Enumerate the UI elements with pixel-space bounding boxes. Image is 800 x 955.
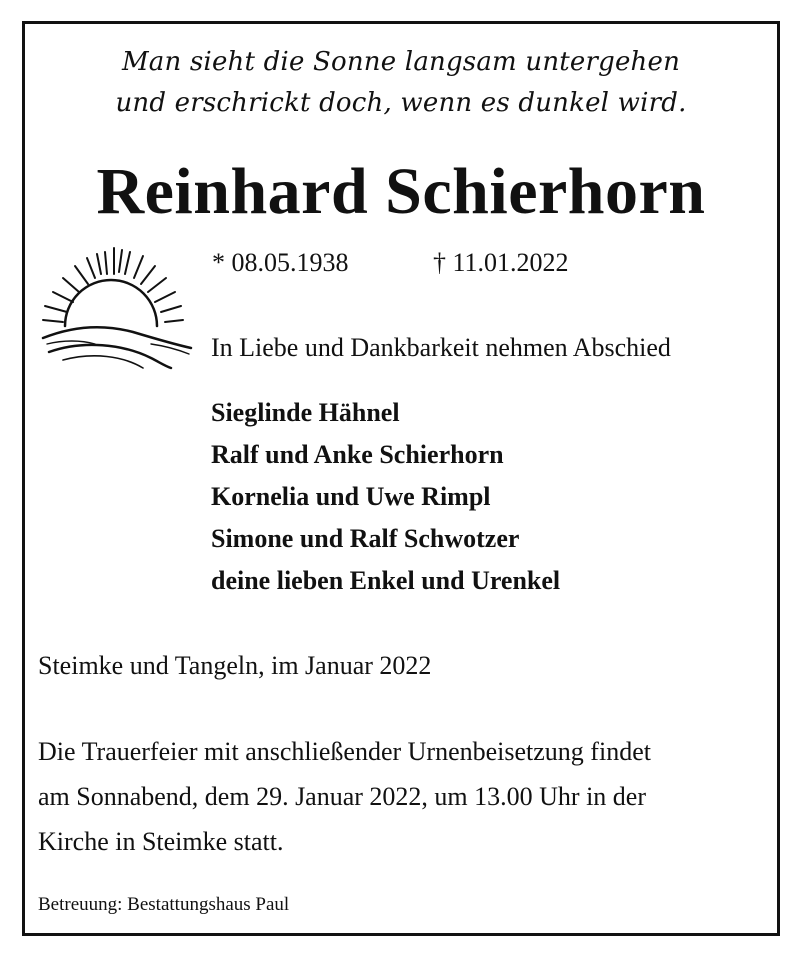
place-and-date: Steimke und Tangeln, im Januar 2022 — [38, 651, 432, 680]
mourner-2: Ralf und Anke Schierhorn — [211, 440, 504, 469]
death-date: † 11.01.2022 — [433, 248, 569, 277]
funeral-home-credit: Betreuung: Bestattungshaus Paul — [38, 894, 290, 915]
mourner-1: Sieglinde Hähnel — [211, 398, 400, 427]
mourner-5: deine lieben Enkel und Urenkel — [211, 566, 561, 595]
farewell-intro: In Liebe und Dankbarkeit nehmen Abschied — [211, 333, 671, 362]
sunset-icon — [33, 240, 193, 375]
ceremony-line-2: am Sonnabend, dem 29. Januar 2022, um 13.00 Uhr in der — [38, 782, 647, 811]
mourner-4: Simone und Ralf Schwotzer — [211, 524, 520, 553]
ceremony-line-1: Die Trauerfeier mit anschließender Urnenbeisetzung findet — [38, 737, 651, 766]
mourner-3: Kornelia und Uwe Rimpl — [211, 482, 491, 511]
birth-date: * 08.05.1938 — [212, 248, 349, 277]
ceremony-line-3: Kirche in Steimke statt. — [38, 827, 284, 856]
obituary-frame — [22, 21, 780, 936]
quote-line-1: Man sieht die Sonne langsam untergehen — [121, 47, 681, 77]
quote-line-2: und erschrickt doch, wenn es dunkel wird. — [115, 88, 687, 118]
deceased-name: Reinhard Schierhorn — [96, 155, 706, 228]
